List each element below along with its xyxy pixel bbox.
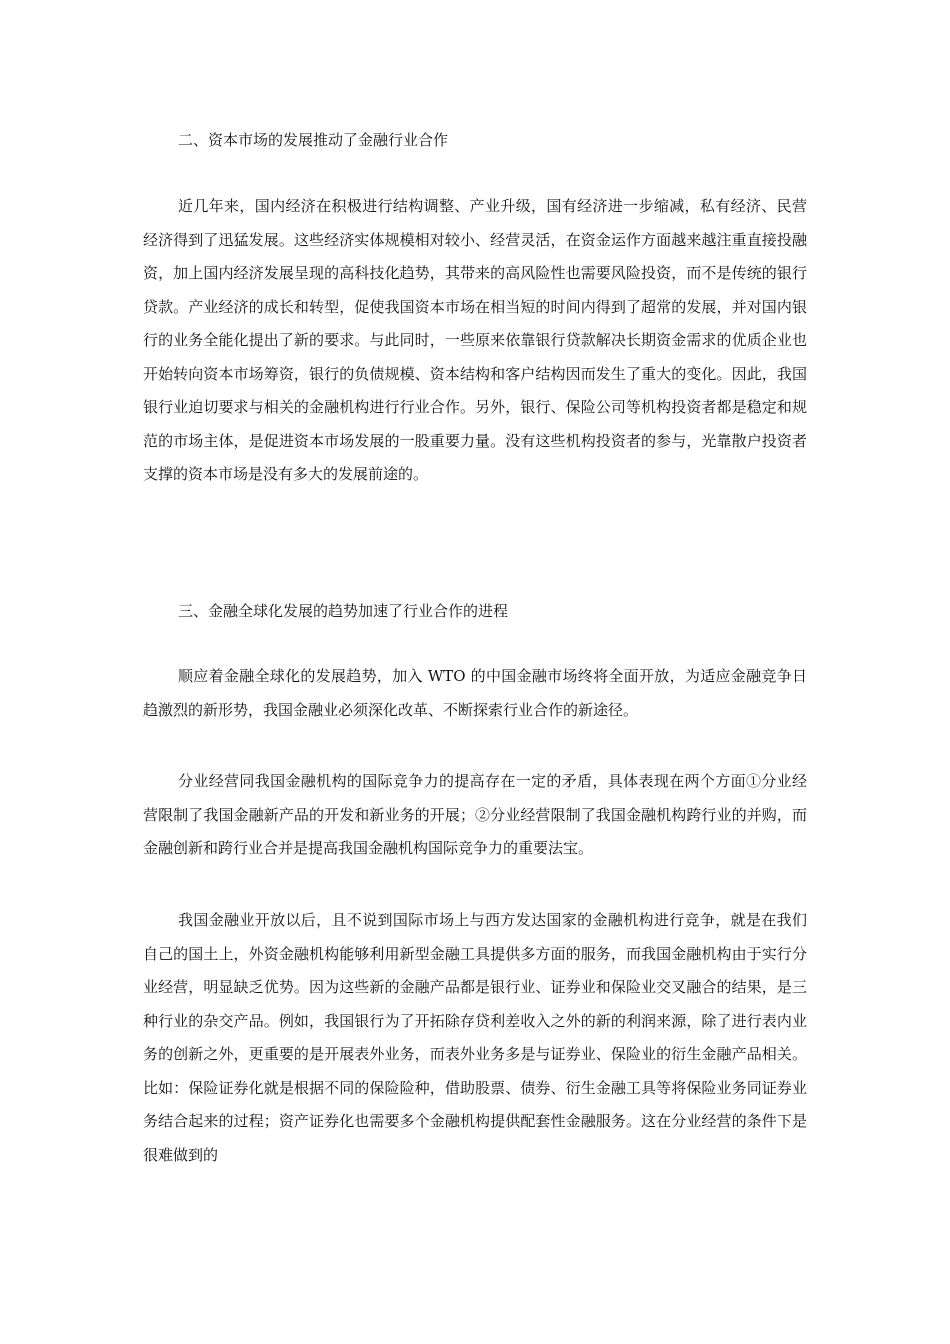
- section-heading-3: 三、金融全球化发展的趋势加速了行业合作的进程: [178, 602, 509, 620]
- paragraph-globalization: 顺应着金融全球化的发展趋势，加入 WTO 的中国金融市场终将全面开放，为适应金融竞争日趋激烈的新形势，我国金融业必须深化改革、不断探索行业合作的新途径。: [143, 667, 807, 719]
- section-heading-2: 二、资本市场的发展推动了金融行业合作: [178, 131, 449, 149]
- paragraph-capital-market: 近几年来，国内经济在积极进行结构调整、产业升级，国有经济进一步缩减，私有经济、民营经济得到了迅猛发展。这些经济实体规模相对较小、经营灵活，在资金运作方面越来越注重直接投融资，加上国内经济发展呈现的高科技化趋势，其带来的高风险性也需要风险投资，而不是传统的银行贷款。产业经济的成长和转型，促使我国资本市场在相当短的时间内得到了超常的发展，并对国内银行的业务全能化提出了新的要求。与此同时，一些原来依靠银行贷款解决长期资金需求的优质企业也开始转向资本市场筹资，银行的负债规模、资本结构和客户结构因而发生了重大的变化。因此，我国银行业迫切要求与相关的金融机构进行行业合作。另外，银行、保险公司等机构投资者都是稳定和规范的市场主体，是促进资本市场发展的一股重要力量。没有这些机构投资者的参与，光靠散户投资者支撑的资本市场是没有多大的发展前途的。: [143, 197, 807, 483]
- paragraph-separate-operation: 分业经营同我国金融机构的国际竞争力的提高存在一定的矛盾，具体表现在两个方面①分业经营限制了我国金融新产品的开发和新业务的开展；②分业经营限制了我国金融机构跨行业的并购，而金融创新和跨行业合并是提高我国金融机构国际竞争力的重要法宝。: [143, 772, 807, 857]
- paragraph-opening-competition: 我国金融业开放以后，且不说到国际市场上与西方发达国家的金融机构进行竞争，就是在我们自己的国土上，外资金融机构能够利用新型金融工具提供多方面的服务，而我国金融机构由于实行分业经营，明显缺乏优势。因为这些新的金融产品都是银行业、证券业和保险业交叉融合的结果，是三种行业的杂交产品。例如，我国银行为了开拓除存贷利差收入之外的新的利润来源，除了进行表内业务的创新之外，更重要的是开展表外业务，而表外业务多是与证券业、保险业的衍生金融产品相关。比如：保险证券化就是根据不同的保险险种，借助股票、债券、衍生金融工具等将保险业务同证券业务结合起来的过程；资产证券化也需要多个金融机构提供配套性金融服务。这在分业经营的条件下是很难做到的: [143, 911, 807, 1164]
